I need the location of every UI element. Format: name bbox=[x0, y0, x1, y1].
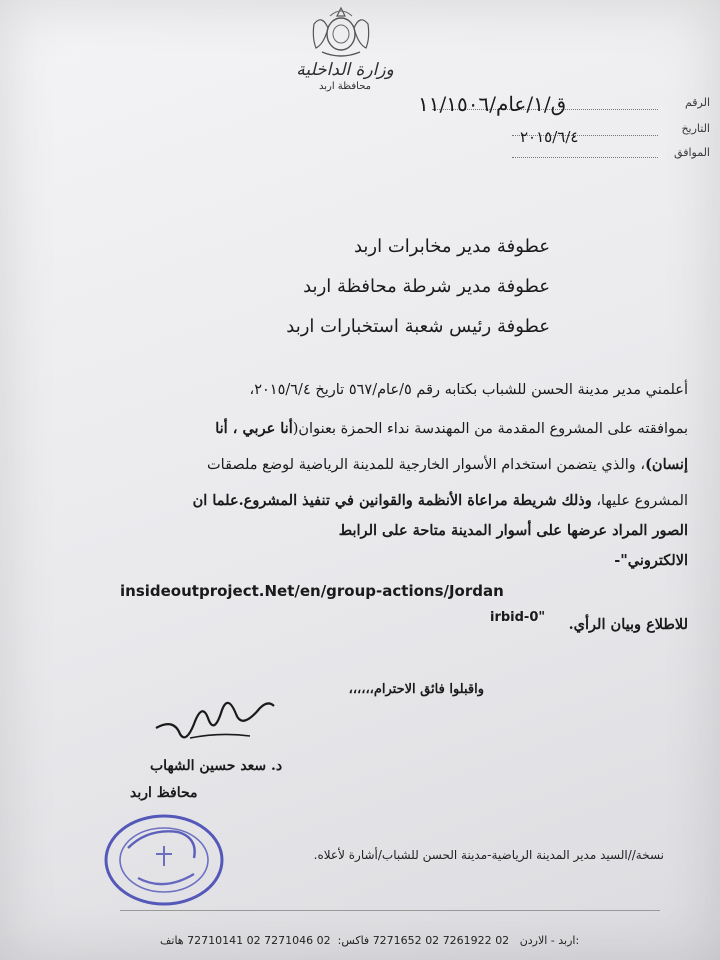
handwritten-signature bbox=[150, 688, 280, 748]
addressee-2: عطوفة مدير شرطة محافظة اربد bbox=[303, 276, 550, 297]
royal-crest-icon bbox=[308, 4, 374, 62]
footer-faxes: 02 7261922 02 7271652 bbox=[372, 934, 510, 947]
official-stamp-icon bbox=[98, 808, 238, 908]
body-line-4-text: المشروع عليها، bbox=[596, 493, 688, 509]
corresponding-line bbox=[512, 156, 658, 158]
footer-contacts bbox=[160, 934, 579, 947]
body-line-2 bbox=[215, 420, 688, 437]
date-value: ٢٠١٥/٦/٤ bbox=[520, 128, 579, 146]
body-line-5: الصور المراد عرضها على أسوار المدينة متاحة على الرابط bbox=[338, 522, 688, 539]
project-link-url: insideoutproject.Net/en/group-actions/Jordan bbox=[120, 582, 504, 600]
body-line-4 bbox=[193, 492, 688, 509]
signatory-title: محافظ اربد bbox=[130, 785, 198, 801]
project-title-part: أنا عربي ، أنا bbox=[215, 420, 293, 437]
body-line-3 bbox=[207, 456, 688, 473]
body-line-6: الالكتروني"- bbox=[614, 552, 688, 569]
footer-phones: 02 7271046 02 72710141 bbox=[187, 934, 331, 947]
body-line-2-text: بموافقته على المشروع المقدمة من المهندسة نداء الحمزة بعنوان( bbox=[292, 421, 688, 437]
project-link-suffix: irbid-0" bbox=[490, 610, 546, 625]
addressee-1: عطوفة مدير مخابرات اربد bbox=[353, 236, 550, 257]
addressee-3: عطوفة رئيس شعبة استخبارات اربد bbox=[286, 316, 550, 337]
ministry-heading bbox=[290, 60, 400, 94]
corresponding-label: الموافق bbox=[674, 146, 710, 159]
body-line-8: للاطلاع وبيان الرأي. bbox=[568, 616, 688, 633]
governorate-name: محافظة اربد bbox=[318, 81, 372, 92]
footer-fax-label: فاكس: bbox=[337, 934, 370, 947]
ministry-name: وزارة الداخلية bbox=[296, 60, 394, 80]
footer-phone-label: هاتف: bbox=[160, 934, 580, 947]
closing-line: واقبلوا فائق الاحترام،،،،،، bbox=[348, 682, 484, 697]
body-line-1: أعلمني مدير مدينة الحسن للشباب بكتابه رقم ٥/عام/٥٦٧ تاريخ ٢٠١٥/٦/٤، bbox=[249, 382, 688, 398]
footer-divider bbox=[120, 910, 660, 911]
copy-note: نسخة//السيد مدير المدينة الرياضية-مدينة الحسن للشباب/أشارة لأعلاه. bbox=[313, 848, 664, 862]
signatory-name: د. سعد حسين الشهاب bbox=[150, 758, 283, 774]
footer-address: اربد - الاردن bbox=[519, 934, 576, 947]
condition-text: وذلك شريطة مراعاة الأنظمة والقوانين في تنفيذ المشروع.علما ان bbox=[192, 492, 592, 509]
project-title-end: إنسان) bbox=[645, 456, 688, 473]
ref-label: الرقم bbox=[684, 96, 710, 109]
ref-value: ق/١/عام/١١/١٥٠٦ bbox=[418, 92, 567, 116]
date-label: التاريخ bbox=[681, 122, 710, 135]
body-line-3-text: ، والذي يتضمن استخدام الأسوار الخارجية للمدينة الرياضية لوضع ملصقات bbox=[207, 457, 646, 473]
